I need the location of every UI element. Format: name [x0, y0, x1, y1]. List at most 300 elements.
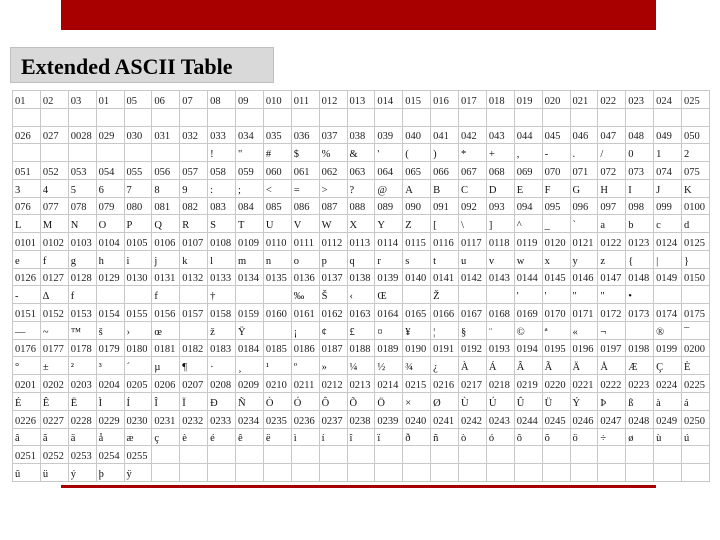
char-cell: ý: [68, 464, 96, 482]
code-cell: 0158: [208, 304, 236, 322]
char-cell: w: [514, 250, 542, 268]
char-cell: i: [124, 250, 152, 268]
char-cell: ø: [626, 428, 654, 446]
char-cell: Ù: [459, 393, 487, 411]
code-cell: 0174: [654, 304, 682, 322]
slide-title: Extended ASCII Table: [21, 54, 233, 79]
char-cell: ?: [347, 179, 375, 197]
code-cell: [180, 446, 208, 464]
char-cell: d: [682, 215, 710, 233]
char-cell: [459, 286, 487, 304]
code-cell: 052: [40, 162, 68, 180]
char-cell: š: [96, 321, 124, 339]
code-cell: [486, 446, 514, 464]
char-cell: ‹: [347, 286, 375, 304]
code-cell: 0222: [598, 375, 626, 393]
char-row: [13, 144, 710, 162]
code-cell: 072: [598, 162, 626, 180]
code-cell: 0224: [654, 375, 682, 393]
code-cell: 0131: [152, 268, 180, 286]
code-cell: 0137: [319, 268, 347, 286]
char-cell: ä: [68, 428, 96, 446]
code-cell: 078: [68, 197, 96, 215]
code-cell: 0211: [291, 375, 319, 393]
code-cell: 087: [319, 197, 347, 215]
char-cell: |: [654, 250, 682, 268]
code-cell: 086: [291, 197, 319, 215]
code-cell: 0155: [124, 304, 152, 322]
code-cell: 0244: [514, 410, 542, 428]
char-cell: [13, 108, 41, 126]
code-cell: 0109: [236, 233, 264, 251]
code-cell: 0230: [124, 410, 152, 428]
char-cell: L: [13, 215, 41, 233]
code-cell: [459, 446, 487, 464]
char-cell: ½: [375, 357, 403, 375]
char-cell: E: [514, 179, 542, 197]
char-cell: [375, 464, 403, 482]
char-cell: 8: [152, 179, 180, 197]
code-cell: [236, 446, 264, 464]
code-cell: 0153: [68, 304, 96, 322]
code-cell: 0204: [96, 375, 124, 393]
code-cell: 0028: [68, 126, 96, 144]
code-cell: 0180: [124, 339, 152, 357]
char-cell: x: [542, 250, 570, 268]
char-cell: ": [236, 144, 264, 162]
char-cell: P: [124, 215, 152, 233]
char-cell: [96, 286, 124, 304]
char-cell: u: [459, 250, 487, 268]
char-cell: #: [263, 144, 291, 162]
code-cell: 026: [13, 126, 41, 144]
char-cell: [682, 108, 710, 126]
code-cell: 0181: [152, 339, 180, 357]
char-cell: Ð: [208, 393, 236, 411]
char-cell: ß: [626, 393, 654, 411]
code-cell: 0196: [570, 339, 598, 357]
char-cell: 5: [68, 179, 96, 197]
char-row: [13, 179, 710, 197]
code-cell: 0216: [431, 375, 459, 393]
code-cell: 027: [40, 126, 68, 144]
code-cell: 0254: [96, 446, 124, 464]
char-row: [13, 464, 710, 482]
char-cell: [654, 286, 682, 304]
code-cell: 099: [654, 197, 682, 215]
code-cell: 0250: [682, 410, 710, 428]
char-cell: °: [13, 357, 41, 375]
char-cell: [236, 108, 264, 126]
char-cell: o: [291, 250, 319, 268]
code-cell: [431, 446, 459, 464]
char-cell: Î: [152, 393, 180, 411]
char-cell: Å: [598, 357, 626, 375]
char-cell: f: [152, 286, 180, 304]
char-cell: f: [40, 250, 68, 268]
char-cell: Ø: [431, 393, 459, 411]
code-cell: 049: [654, 126, 682, 144]
code-row: [13, 446, 710, 464]
code-cell: 081: [152, 197, 180, 215]
char-cell: q: [347, 250, 375, 268]
char-cell: ¬: [598, 321, 626, 339]
char-cell: ": [570, 286, 598, 304]
code-cell: 054: [96, 162, 124, 180]
char-cell: ¶: [180, 357, 208, 375]
char-cell: Ô: [319, 393, 347, 411]
char-cell: [514, 108, 542, 126]
char-cell: Õ: [347, 393, 375, 411]
char-cell: ÷: [598, 428, 626, 446]
code-row: [13, 268, 710, 286]
code-cell: 083: [208, 197, 236, 215]
char-row: [13, 321, 710, 339]
code-cell: 018: [486, 91, 514, 109]
char-cell: Œ: [375, 286, 403, 304]
code-cell: 014: [375, 91, 403, 109]
code-cell: 0113: [347, 233, 375, 251]
code-cell: 0114: [375, 233, 403, 251]
code-cell: 0123: [626, 233, 654, 251]
char-cell: [13, 144, 41, 162]
code-cell: 0122: [598, 233, 626, 251]
top-accent-bar: [61, 0, 656, 30]
char-cell: h: [96, 250, 124, 268]
char-cell: ^: [514, 215, 542, 233]
char-cell: [180, 108, 208, 126]
char-cell: ¹: [263, 357, 291, 375]
char-cell: [542, 108, 570, 126]
char-cell: [124, 144, 152, 162]
char-cell: »: [319, 357, 347, 375]
char-row: [13, 357, 710, 375]
char-row: [13, 108, 710, 126]
code-cell: 041: [431, 126, 459, 144]
code-cell: 0240: [403, 410, 431, 428]
code-cell: 0150: [682, 268, 710, 286]
char-cell: {: [626, 250, 654, 268]
char-cell: Ý: [570, 393, 598, 411]
code-cell: [626, 446, 654, 464]
code-cell: 0139: [375, 268, 403, 286]
code-cell: 095: [542, 197, 570, 215]
code-cell: 01: [13, 91, 41, 109]
code-cell: 0166: [431, 304, 459, 322]
code-cell: 0241: [431, 410, 459, 428]
code-cell: 0214: [375, 375, 403, 393]
code-cell: 0188: [347, 339, 375, 357]
char-cell: §: [459, 321, 487, 339]
char-cell: [431, 464, 459, 482]
char-row: [13, 428, 710, 446]
char-cell: f: [68, 286, 96, 304]
char-cell: }: [682, 250, 710, 268]
char-cell: þ: [96, 464, 124, 482]
char-cell: À: [459, 357, 487, 375]
char-cell: [570, 464, 598, 482]
code-cell: 0128: [68, 268, 96, 286]
char-cell: è: [180, 428, 208, 446]
char-cell: [180, 144, 208, 162]
char-cell: ë: [263, 428, 291, 446]
char-cell: Ê: [40, 393, 68, 411]
code-cell: 0136: [291, 268, 319, 286]
char-cell: @: [375, 179, 403, 197]
code-cell: 0219: [514, 375, 542, 393]
char-cell: ð: [403, 428, 431, 446]
code-cell: 0209: [236, 375, 264, 393]
code-cell: 0104: [96, 233, 124, 251]
code-cell: 0167: [459, 304, 487, 322]
code-cell: 0106: [152, 233, 180, 251]
code-cell: 0231: [152, 410, 180, 428]
char-cell: [403, 108, 431, 126]
code-cell: 0253: [68, 446, 96, 464]
code-cell: 0124: [654, 233, 682, 251]
char-cell: +: [486, 144, 514, 162]
char-cell: K: [682, 179, 710, 197]
code-cell: 0218: [486, 375, 514, 393]
char-cell: &: [347, 144, 375, 162]
char-cell: [263, 108, 291, 126]
char-cell: [40, 108, 68, 126]
char-cell: p: [319, 250, 347, 268]
code-cell: 057: [180, 162, 208, 180]
char-cell: [654, 108, 682, 126]
code-cell: [375, 446, 403, 464]
code-cell: 0243: [486, 410, 514, 428]
code-cell: [319, 446, 347, 464]
char-cell: ê: [236, 428, 264, 446]
code-cell: 0228: [68, 410, 96, 428]
char-cell: [514, 464, 542, 482]
char-cell: ¿: [431, 357, 459, 375]
char-cell: [626, 108, 654, 126]
char-cell: [459, 108, 487, 126]
code-cell: 0235: [263, 410, 291, 428]
code-cell: 020: [542, 91, 570, 109]
code-cell: 033: [208, 126, 236, 144]
char-cell: s: [403, 250, 431, 268]
code-cell: 019: [514, 91, 542, 109]
code-cell: [152, 446, 180, 464]
code-cell: 0160: [263, 304, 291, 322]
code-cell: 030: [124, 126, 152, 144]
code-cell: 063: [347, 162, 375, 180]
char-cell: 6: [96, 179, 124, 197]
code-cell: 038: [347, 126, 375, 144]
code-cell: 0100: [682, 197, 710, 215]
char-cell: ô: [514, 428, 542, 446]
char-cell: Ž: [431, 286, 459, 304]
code-cell: 025: [682, 91, 710, 109]
code-cell: 050: [682, 126, 710, 144]
char-cell: Ú: [486, 393, 514, 411]
code-cell: [208, 446, 236, 464]
char-cell: [682, 286, 710, 304]
char-cell: æ: [124, 428, 152, 446]
char-cell: ‰: [291, 286, 319, 304]
code-cell: 082: [180, 197, 208, 215]
char-cell: Æ: [626, 357, 654, 375]
char-cell: ': [514, 286, 542, 304]
code-cell: 015: [403, 91, 431, 109]
char-cell: [542, 464, 570, 482]
code-cell: 022: [598, 91, 626, 109]
char-cell: ç: [152, 428, 180, 446]
code-cell: 0168: [486, 304, 514, 322]
char-cell: ¼: [347, 357, 375, 375]
code-cell: 0242: [459, 410, 487, 428]
char-cell: 7: [124, 179, 152, 197]
char-cell: ·: [208, 357, 236, 375]
code-cell: 010: [263, 91, 291, 109]
char-cell: Q: [152, 215, 180, 233]
code-cell: 0173: [626, 304, 654, 322]
char-cell: Á: [486, 357, 514, 375]
code-cell: 024: [654, 91, 682, 109]
char-cell: [486, 286, 514, 304]
code-cell: 0143: [486, 268, 514, 286]
code-cell: 0182: [180, 339, 208, 357]
code-cell: 066: [431, 162, 459, 180]
char-cell: %: [319, 144, 347, 162]
char-cell: e: [13, 250, 41, 268]
code-cell: 0227: [40, 410, 68, 428]
code-cell: 0125: [682, 233, 710, 251]
char-cell: _: [542, 215, 570, 233]
char-cell: \: [459, 215, 487, 233]
char-cell: «: [570, 321, 598, 339]
char-cell: [68, 108, 96, 126]
char-cell: [236, 286, 264, 304]
char-cell: D: [486, 179, 514, 197]
code-cell: 0177: [40, 339, 68, 357]
char-cell: r: [375, 250, 403, 268]
code-cell: 053: [68, 162, 96, 180]
code-cell: 0223: [626, 375, 654, 393]
char-cell: [598, 108, 626, 126]
code-cell: 0111: [291, 233, 319, 251]
code-cell: 0221: [570, 375, 598, 393]
char-cell: C: [459, 179, 487, 197]
char-cell: ¨: [486, 321, 514, 339]
char-cell: †: [208, 286, 236, 304]
code-cell: 0237: [319, 410, 347, 428]
code-cell: 043: [486, 126, 514, 144]
code-cell: 0163: [347, 304, 375, 322]
code-cell: 0156: [152, 304, 180, 322]
code-cell: 094: [514, 197, 542, 215]
code-cell: 0165: [403, 304, 431, 322]
char-cell: [570, 108, 598, 126]
code-cell: 0249: [654, 410, 682, 428]
code-cell: 0133: [208, 268, 236, 286]
char-cell: a: [598, 215, 626, 233]
char-cell: z: [598, 250, 626, 268]
char-cell: [431, 108, 459, 126]
code-cell: 0203: [68, 375, 96, 393]
char-row: [13, 393, 710, 411]
code-cell: 07: [180, 91, 208, 109]
code-cell: 0134: [236, 268, 264, 286]
char-cell: ±: [40, 357, 68, 375]
char-cell: ®: [654, 321, 682, 339]
code-cell: 091: [431, 197, 459, 215]
code-cell: [598, 446, 626, 464]
code-cell: 032: [180, 126, 208, 144]
char-cell: H: [598, 179, 626, 197]
code-cell: 0119: [514, 233, 542, 251]
char-cell: `: [570, 215, 598, 233]
bottom-accent-line: [61, 485, 656, 488]
code-cell: 013: [347, 91, 375, 109]
char-cell: [486, 108, 514, 126]
code-cell: 0248: [626, 410, 654, 428]
char-cell: $: [291, 144, 319, 162]
char-cell: [152, 108, 180, 126]
char-cell: Ò: [263, 393, 291, 411]
code-cell: 039: [375, 126, 403, 144]
code-cell: 0183: [208, 339, 236, 357]
char-cell: ¯: [682, 321, 710, 339]
code-cell: 0198: [626, 339, 654, 357]
char-cell: [236, 464, 264, 482]
code-cell: 01: [96, 91, 124, 109]
code-cell: 0110: [263, 233, 291, 251]
char-cell: ¤: [375, 321, 403, 339]
char-cell: Ç: [654, 357, 682, 375]
code-cell: 0176: [13, 339, 41, 357]
code-row: [13, 304, 710, 322]
code-cell: 031: [152, 126, 180, 144]
code-cell: 044: [514, 126, 542, 144]
code-cell: 064: [375, 162, 403, 180]
code-cell: 0178: [68, 339, 96, 357]
char-cell: î: [347, 428, 375, 446]
code-cell: 071: [570, 162, 598, 180]
char-cell: [208, 108, 236, 126]
code-cell: 0234: [236, 410, 264, 428]
char-cell: v: [486, 250, 514, 268]
code-cell: 0229: [96, 410, 124, 428]
code-cell: 068: [486, 162, 514, 180]
char-cell: [486, 464, 514, 482]
char-cell: ù: [654, 428, 682, 446]
code-cell: 0108: [208, 233, 236, 251]
code-cell: 0251: [13, 446, 41, 464]
code-cell: 046: [570, 126, 598, 144]
char-cell: [152, 144, 180, 162]
code-row: [13, 375, 710, 393]
code-cell: 0147: [598, 268, 626, 286]
char-cell: ¦: [431, 321, 459, 339]
char-cell: X: [347, 215, 375, 233]
code-cell: 0144: [514, 268, 542, 286]
code-cell: 0245: [542, 410, 570, 428]
code-cell: 0220: [542, 375, 570, 393]
char-cell: ¥: [403, 321, 431, 339]
char-cell: S: [208, 215, 236, 233]
char-cell: [263, 286, 291, 304]
code-cell: 0200: [682, 339, 710, 357]
code-cell: 0157: [180, 304, 208, 322]
code-cell: 0140: [403, 268, 431, 286]
code-cell: 080: [124, 197, 152, 215]
code-cell: 0239: [375, 410, 403, 428]
code-cell: 079: [96, 197, 124, 215]
